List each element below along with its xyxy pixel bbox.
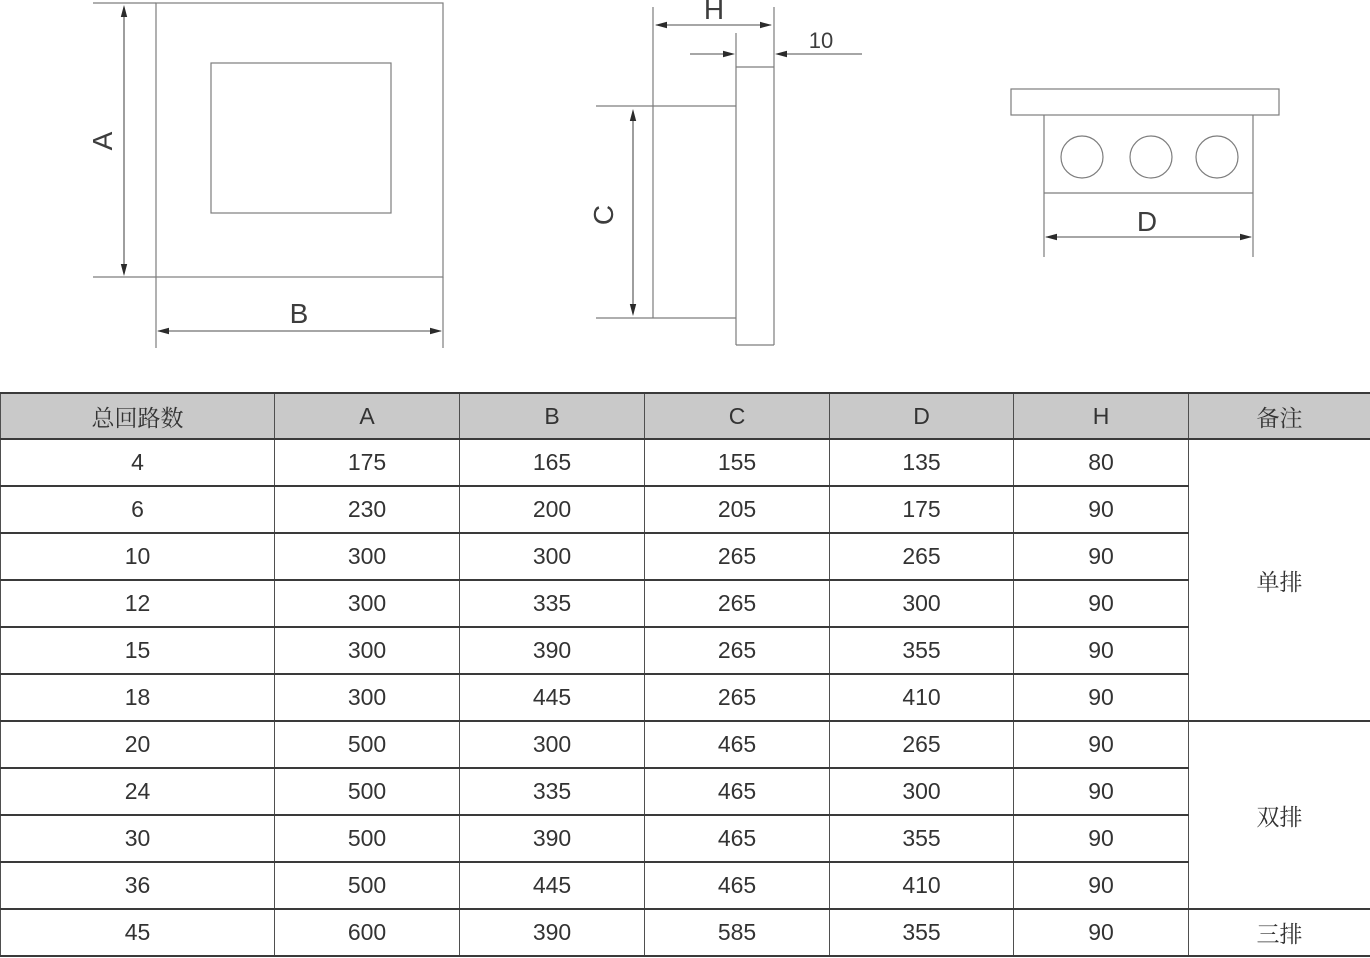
cell-h: 80	[1014, 439, 1189, 486]
cell-h: 90	[1014, 674, 1189, 721]
cell-b: 200	[460, 486, 645, 533]
arrowhead-right	[723, 51, 735, 57]
cell-d: 265	[830, 721, 1014, 768]
knockout-hole	[1130, 136, 1172, 178]
cell-c: 465	[645, 815, 830, 862]
cell-b: 165	[460, 439, 645, 486]
cell-b: 300	[460, 721, 645, 768]
table-row	[1, 815, 1370, 862]
table-row	[1, 580, 1370, 627]
cell-remark-triple-row: 三排	[1189, 909, 1370, 956]
cell-circuits: 30	[1, 815, 275, 862]
cell-circuits: 15	[1, 627, 275, 674]
cell-a: 500	[275, 768, 460, 815]
cell-circuits: 18	[1, 674, 275, 721]
dimension-label-10: 10	[808, 28, 834, 53]
table-row	[1, 486, 1370, 533]
spec-table	[0, 392, 1370, 957]
dimension-drawings	[0, 0, 1370, 392]
cell-remark-double-row: 双排	[1189, 721, 1370, 909]
table-row	[1, 674, 1370, 721]
arrowhead-left	[157, 328, 169, 334]
cell-d: 355	[830, 909, 1014, 956]
arrowhead-right	[1240, 234, 1252, 240]
table-row	[1, 627, 1370, 674]
side-view-drawing	[588, 0, 862, 345]
dimension-label-h: H	[703, 0, 725, 25]
header-cell-d: D	[830, 393, 1014, 439]
cell-c: 265	[645, 533, 830, 580]
table-row	[1, 721, 1370, 768]
cell-c: 265	[645, 580, 830, 627]
dimension-label-d: D	[1136, 206, 1158, 237]
cell-d: 300	[830, 768, 1014, 815]
front-outer-panel	[156, 3, 443, 277]
cell-circuits: 10	[1, 533, 275, 580]
header-cell-circuits: 总回路数	[1, 393, 275, 439]
cell-c: 155	[645, 439, 830, 486]
cell-d: 410	[830, 862, 1014, 909]
cell-b: 300	[460, 533, 645, 580]
cell-c: 585	[645, 909, 830, 956]
table-row	[1, 439, 1370, 486]
header-cell-a: A	[275, 393, 460, 439]
arrowhead-left	[775, 51, 787, 57]
table-header-row	[1, 393, 1370, 439]
arrowhead-left	[655, 22, 667, 28]
bottom-flange-bar	[1011, 89, 1279, 115]
arrowhead-right	[760, 22, 772, 28]
cell-b: 335	[460, 580, 645, 627]
arrowhead-left	[1045, 234, 1057, 240]
cell-circuits: 45	[1, 909, 275, 956]
cell-circuits: 20	[1, 721, 275, 768]
cell-h: 90	[1014, 533, 1189, 580]
cell-h: 90	[1014, 486, 1189, 533]
cell-h: 90	[1014, 815, 1189, 862]
front-view-drawing	[87, 3, 443, 348]
cell-d: 410	[830, 674, 1014, 721]
cell-b: 390	[460, 815, 645, 862]
cell-a: 500	[275, 815, 460, 862]
table-row	[1, 768, 1370, 815]
cell-a: 230	[275, 486, 460, 533]
table-row	[1, 862, 1370, 909]
cell-b: 445	[460, 674, 645, 721]
arrowhead-down	[630, 304, 636, 316]
cell-h: 90	[1014, 627, 1189, 674]
bottom-view-drawing	[1011, 89, 1279, 257]
dimension-label-c: C	[588, 204, 619, 226]
cell-c: 465	[645, 721, 830, 768]
cell-d: 355	[830, 815, 1014, 862]
arrowhead-up	[121, 5, 127, 17]
cell-c: 465	[645, 768, 830, 815]
cell-circuits: 12	[1, 580, 275, 627]
arrowhead-up	[630, 109, 636, 121]
cell-h: 90	[1014, 721, 1189, 768]
cell-a: 500	[275, 721, 460, 768]
header-cell-b: B	[460, 393, 645, 439]
cell-a: 600	[275, 909, 460, 956]
cell-circuits: 6	[1, 486, 275, 533]
header-cell-c: C	[645, 393, 830, 439]
header-cell-remark: 备注	[1189, 393, 1370, 439]
cell-circuits: 4	[1, 439, 275, 486]
cell-d: 175	[830, 486, 1014, 533]
knockout-hole	[1061, 136, 1103, 178]
cell-h: 90	[1014, 768, 1189, 815]
cell-b: 335	[460, 768, 645, 815]
arrowhead-down	[121, 264, 127, 276]
cell-d: 355	[830, 627, 1014, 674]
cell-h: 90	[1014, 862, 1189, 909]
knockout-hole	[1196, 136, 1238, 178]
cell-b: 390	[460, 627, 645, 674]
header-cell-h: H	[1014, 393, 1189, 439]
cell-c: 265	[645, 674, 830, 721]
cell-a: 300	[275, 627, 460, 674]
cell-b: 445	[460, 862, 645, 909]
cell-remark-single-row: 单排	[1189, 439, 1370, 721]
cell-d: 265	[830, 533, 1014, 580]
cell-d: 300	[830, 580, 1014, 627]
cell-c: 205	[645, 486, 830, 533]
cell-a: 300	[275, 533, 460, 580]
cell-c: 265	[645, 627, 830, 674]
dimension-label-a: A	[87, 131, 118, 151]
cell-a: 300	[275, 580, 460, 627]
arrowhead-right	[430, 328, 442, 334]
cell-circuits: 36	[1, 862, 275, 909]
table-row	[1, 533, 1370, 580]
cell-h: 90	[1014, 909, 1189, 956]
cell-c: 465	[645, 862, 830, 909]
front-inner-cutout	[211, 63, 391, 213]
cell-a: 300	[275, 674, 460, 721]
cell-b: 390	[460, 909, 645, 956]
cell-circuits: 24	[1, 768, 275, 815]
cell-a: 500	[275, 862, 460, 909]
cell-d: 135	[830, 439, 1014, 486]
cell-h: 90	[1014, 580, 1189, 627]
cell-a: 175	[275, 439, 460, 486]
dimension-label-b: B	[289, 298, 309, 329]
table-row	[1, 909, 1370, 956]
